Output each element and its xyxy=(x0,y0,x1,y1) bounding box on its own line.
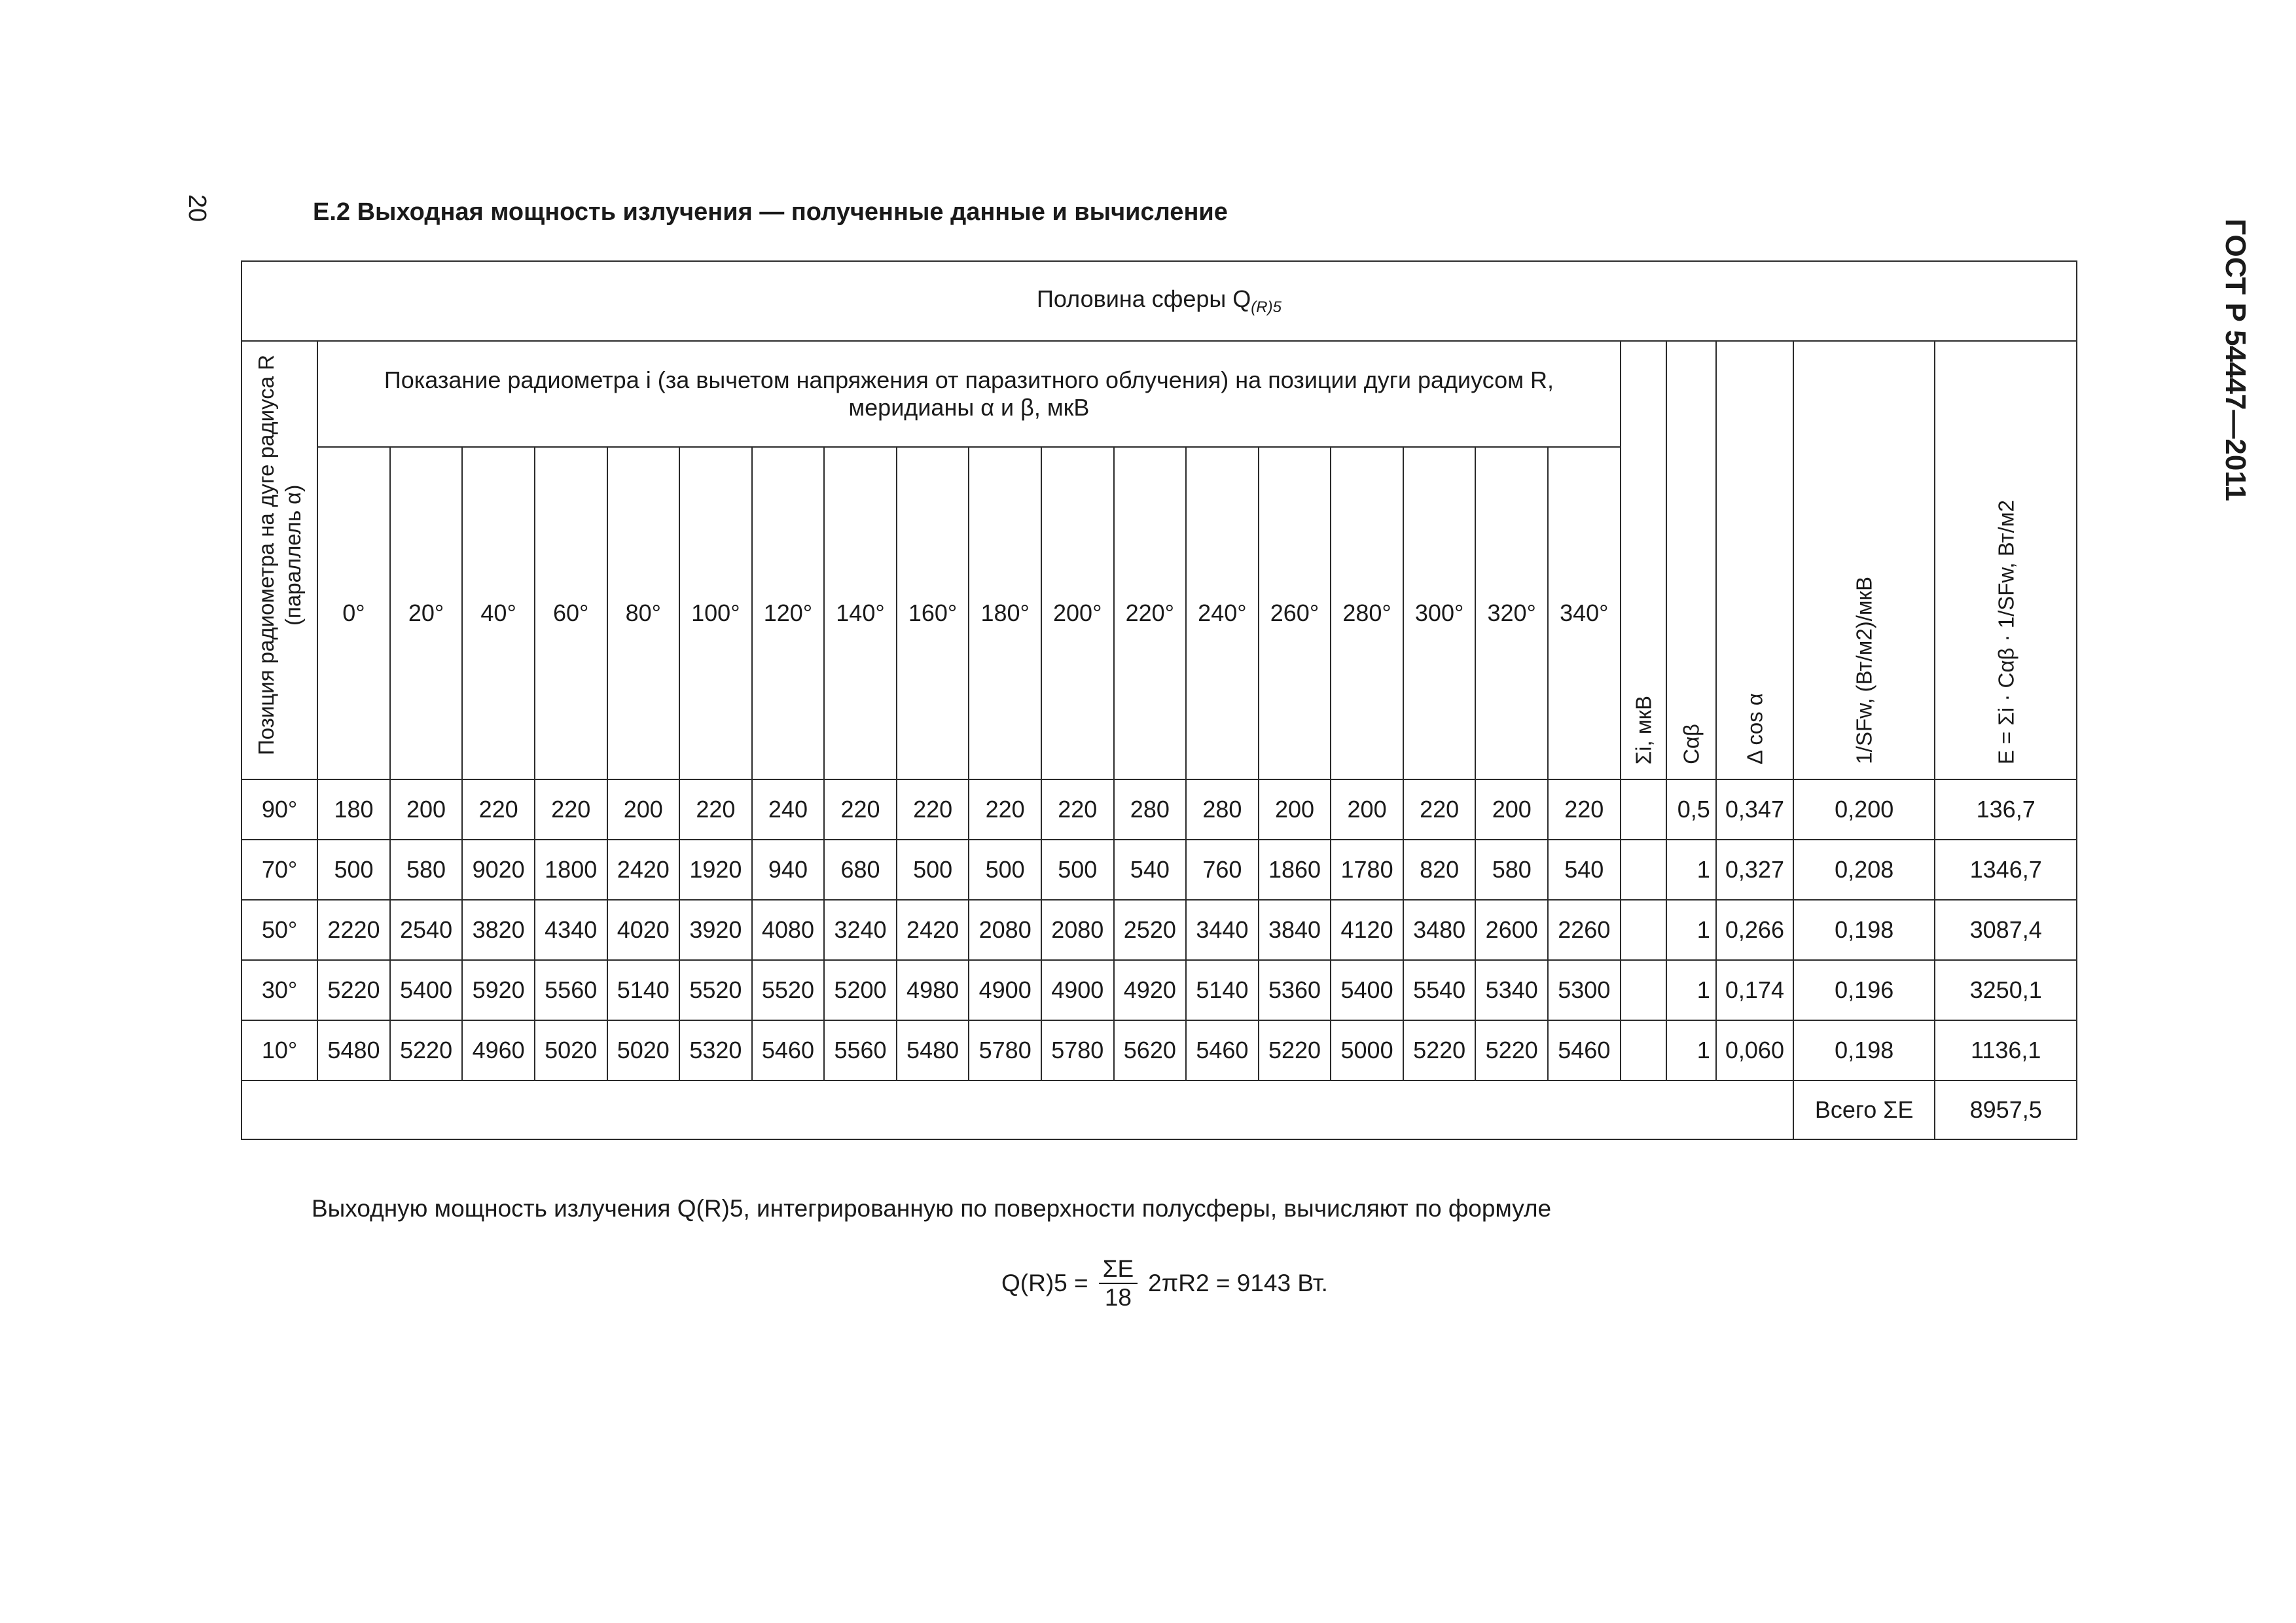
meridian-header: 240° xyxy=(1186,447,1259,779)
delta-cos-cell: 0,327 xyxy=(1716,840,1793,900)
reading-cell: 3480 xyxy=(1403,900,1476,960)
reading-cell: 1920 xyxy=(679,840,752,900)
measurement-table xyxy=(241,260,2077,1140)
formula-fraction xyxy=(1099,1255,1138,1311)
formula-lhs: Q(R)5 = xyxy=(1001,1270,1088,1296)
total-blank-cell xyxy=(242,1080,1793,1139)
section-title: Е.2 Выходная мощность излучения — полученные данные и вычисление xyxy=(313,198,1228,226)
reading-cell: 180 xyxy=(317,779,390,840)
meridian-header: 0° xyxy=(317,447,390,779)
position-cell: 10° xyxy=(242,1020,317,1080)
meridian-header: 220° xyxy=(1114,447,1187,779)
delta-cos-cell: 0,060 xyxy=(1716,1020,1793,1080)
reading-cell: 2220 xyxy=(317,900,390,960)
reading-cell: 5620 xyxy=(1114,1020,1187,1080)
c-ab-header: Cαβ xyxy=(1666,341,1716,779)
reading-cell: 580 xyxy=(390,840,463,900)
formula xyxy=(1001,1255,1328,1311)
c-ab-cell: 0,5 xyxy=(1666,779,1716,840)
sf-header: 1/SFw, (Вт/м2)/мкВ xyxy=(1793,341,1935,779)
delta-cos-cell: 0,174 xyxy=(1716,960,1793,1020)
reading-cell: 200 xyxy=(1475,779,1548,840)
reading-cell: 5020 xyxy=(535,1020,607,1080)
meridian-header: 80° xyxy=(607,447,680,779)
reading-cell: 5300 xyxy=(1548,960,1621,1020)
reading-cell: 2540 xyxy=(390,900,463,960)
reading-cell: 5140 xyxy=(1186,960,1259,1020)
e-cell: 136,7 xyxy=(1935,779,2077,840)
reading-cell: 540 xyxy=(1114,840,1187,900)
reading-cell: 9020 xyxy=(462,840,535,900)
meridian-header: 180° xyxy=(969,447,1041,779)
reading-cell: 5220 xyxy=(317,960,390,1020)
reading-cell: 2420 xyxy=(897,900,969,960)
reading-cell: 5920 xyxy=(462,960,535,1020)
sum-i-cell xyxy=(1621,900,1666,960)
reading-cell: 2520 xyxy=(1114,900,1187,960)
meridian-header: 20° xyxy=(390,447,463,779)
e-header: E = Σi · Cαβ · 1/SFw, Вт/м2 xyxy=(1935,341,2077,779)
reading-cell: 5140 xyxy=(607,960,680,1020)
reading-cell: 2260 xyxy=(1548,900,1621,960)
reading-cell: 5480 xyxy=(317,1020,390,1080)
reading-cell: 760 xyxy=(1186,840,1259,900)
delta-cos-cell: 0,266 xyxy=(1716,900,1793,960)
delta-cos-cell: 0,347 xyxy=(1716,779,1793,840)
meridian-header: 200° xyxy=(1041,447,1114,779)
reading-cell: 5320 xyxy=(679,1020,752,1080)
reading-cell: 5200 xyxy=(824,960,897,1020)
reading-cell: 200 xyxy=(1259,779,1331,840)
reading-cell: 5220 xyxy=(1475,1020,1548,1080)
sf-cell: 0,198 xyxy=(1793,900,1935,960)
meridian-header: 160° xyxy=(897,447,969,779)
reading-cell: 5780 xyxy=(1041,1020,1114,1080)
c-ab-cell: 1 xyxy=(1666,900,1716,960)
reading-cell: 280 xyxy=(1114,779,1187,840)
formula-rhs: 2πR2 = 9143 Вт. xyxy=(1148,1270,1328,1296)
reading-cell: 280 xyxy=(1186,779,1259,840)
reading-cell: 220 xyxy=(1041,779,1114,840)
sum-i-cell xyxy=(1621,960,1666,1020)
reading-cell: 1800 xyxy=(535,840,607,900)
reading-cell: 5360 xyxy=(1259,960,1331,1020)
reading-cell: 680 xyxy=(824,840,897,900)
reading-cell: 4920 xyxy=(1114,960,1187,1020)
reading-cell: 3240 xyxy=(824,900,897,960)
intro-paragraph: Выходную мощность излучения Q(R)5, интегрированную по поверхности полусферы, вычисляют по формуле xyxy=(312,1195,1552,1222)
reading-cell: 5460 xyxy=(752,1020,825,1080)
reading-cell: 3920 xyxy=(679,900,752,960)
reading-cell: 220 xyxy=(679,779,752,840)
position-cell: 70° xyxy=(242,840,317,900)
reading-cell: 500 xyxy=(969,840,1041,900)
reading-cell: 220 xyxy=(1548,779,1621,840)
reading-cell: 580 xyxy=(1475,840,1548,900)
reading-cell: 4960 xyxy=(462,1020,535,1080)
reading-cell: 820 xyxy=(1403,840,1476,900)
standard-code: ГОСТ Р 54447—2011 xyxy=(2219,219,2251,501)
reading-cell: 3840 xyxy=(1259,900,1331,960)
reading-cell: 220 xyxy=(824,779,897,840)
reading-cell: 500 xyxy=(317,840,390,900)
meridian-header: 60° xyxy=(535,447,607,779)
sf-cell: 0,200 xyxy=(1793,779,1935,840)
reading-cell: 1780 xyxy=(1331,840,1403,900)
reading-cell: 5400 xyxy=(1331,960,1403,1020)
reading-cell: 3440 xyxy=(1186,900,1259,960)
reading-cell: 240 xyxy=(752,779,825,840)
e-cell: 1346,7 xyxy=(1935,840,2077,900)
delta-cos-header: Δ cos α xyxy=(1716,341,1793,779)
reading-cell: 5220 xyxy=(1403,1020,1476,1080)
reading-cell: 500 xyxy=(897,840,969,900)
sf-cell: 0,196 xyxy=(1793,960,1935,1020)
reading-cell: 220 xyxy=(462,779,535,840)
table-row xyxy=(242,960,2077,1020)
reading-cell: 540 xyxy=(1548,840,1621,900)
reading-cell: 3820 xyxy=(462,900,535,960)
reading-cell: 5560 xyxy=(535,960,607,1020)
reading-cell: 220 xyxy=(969,779,1041,840)
reading-cell: 5780 xyxy=(969,1020,1041,1080)
sf-cell: 0,208 xyxy=(1793,840,1935,900)
table-row xyxy=(242,900,2077,960)
reading-header: Показание радиометра i (за вычетом напряжения от паразитного облучения) на позиции дуги радиусом R, меридианы α и β, мкВ xyxy=(317,341,1620,447)
e-cell: 3250,1 xyxy=(1935,960,2077,1020)
reading-cell: 4340 xyxy=(535,900,607,960)
formula-numerator: ΣE xyxy=(1099,1255,1138,1284)
reading-cell: 5340 xyxy=(1475,960,1548,1020)
total-row xyxy=(242,1080,2077,1139)
reading-cell: 4980 xyxy=(897,960,969,1020)
sum-i-cell xyxy=(1621,1020,1666,1080)
c-ab-cell: 1 xyxy=(1666,960,1716,1020)
reading-cell: 200 xyxy=(390,779,463,840)
reading-cell: 4080 xyxy=(752,900,825,960)
reading-cell: 4120 xyxy=(1331,900,1403,960)
meridian-header: 260° xyxy=(1259,447,1331,779)
page-number: 20 xyxy=(183,194,211,223)
reading-cell: 5220 xyxy=(1259,1020,1331,1080)
sum-i-cell xyxy=(1621,840,1666,900)
e-cell: 1136,1 xyxy=(1935,1020,2077,1080)
hemisphere-header: Половина сферы $Q_{(R)5}$ xyxy=(242,261,2077,341)
reading-cell: 2600 xyxy=(1475,900,1548,960)
meridian-header: 140° xyxy=(824,447,897,779)
reading-cell: 5460 xyxy=(1548,1020,1621,1080)
reading-cell: 5540 xyxy=(1403,960,1476,1020)
reading-cell: 5000 xyxy=(1331,1020,1403,1080)
reading-cell: 2420 xyxy=(607,840,680,900)
c-ab-cell: 1 xyxy=(1666,840,1716,900)
sum-i-cell xyxy=(1621,779,1666,840)
meridian-header: 340° xyxy=(1548,447,1621,779)
reading-cell: 4020 xyxy=(607,900,680,960)
reading-cell: 4900 xyxy=(1041,960,1114,1020)
reading-cell: 2080 xyxy=(1041,900,1114,960)
table-row xyxy=(242,779,2077,840)
reading-cell: 940 xyxy=(752,840,825,900)
meridian-header: 100° xyxy=(679,447,752,779)
reading-cell: 5480 xyxy=(897,1020,969,1080)
formula-denominator: 18 xyxy=(1104,1284,1132,1311)
position-cell: 30° xyxy=(242,960,317,1020)
reading-cell: 220 xyxy=(897,779,969,840)
meridian-header: 300° xyxy=(1403,447,1476,779)
c-ab-cell: 1 xyxy=(1666,1020,1716,1080)
meridian-header: 280° xyxy=(1331,447,1403,779)
table-row xyxy=(242,1020,2077,1080)
position-cell: 90° xyxy=(242,779,317,840)
reading-cell: 4900 xyxy=(969,960,1041,1020)
total-label: Всего ΣE xyxy=(1793,1080,1935,1139)
reading-cell: 200 xyxy=(1331,779,1403,840)
meridian-header: 320° xyxy=(1475,447,1548,779)
sf-cell: 0,198 xyxy=(1793,1020,1935,1080)
table-row xyxy=(242,840,2077,900)
reading-cell: 220 xyxy=(535,779,607,840)
meridian-header: 40° xyxy=(462,447,535,779)
reading-cell: 5460 xyxy=(1186,1020,1259,1080)
position-cell: 50° xyxy=(242,900,317,960)
reading-cell: 5520 xyxy=(679,960,752,1020)
meridian-header: 120° xyxy=(752,447,825,779)
sum-i-header: Σi, мкВ xyxy=(1621,341,1666,779)
reading-cell: 5520 xyxy=(752,960,825,1020)
reading-cell: 200 xyxy=(607,779,680,840)
reading-cell: 5220 xyxy=(390,1020,463,1080)
total-value: 8957,5 xyxy=(1935,1080,2077,1139)
reading-cell: 1860 xyxy=(1259,840,1331,900)
reading-cell: 5400 xyxy=(390,960,463,1020)
reading-cell: 500 xyxy=(1041,840,1114,900)
reading-cell: 5020 xyxy=(607,1020,680,1080)
position-header: Позиция радиометра на дуге радиуса R (параллель α) xyxy=(242,341,317,779)
reading-cell: 5560 xyxy=(824,1020,897,1080)
reading-cell: 2080 xyxy=(969,900,1041,960)
reading-cell: 220 xyxy=(1403,779,1476,840)
e-cell: 3087,4 xyxy=(1935,900,2077,960)
